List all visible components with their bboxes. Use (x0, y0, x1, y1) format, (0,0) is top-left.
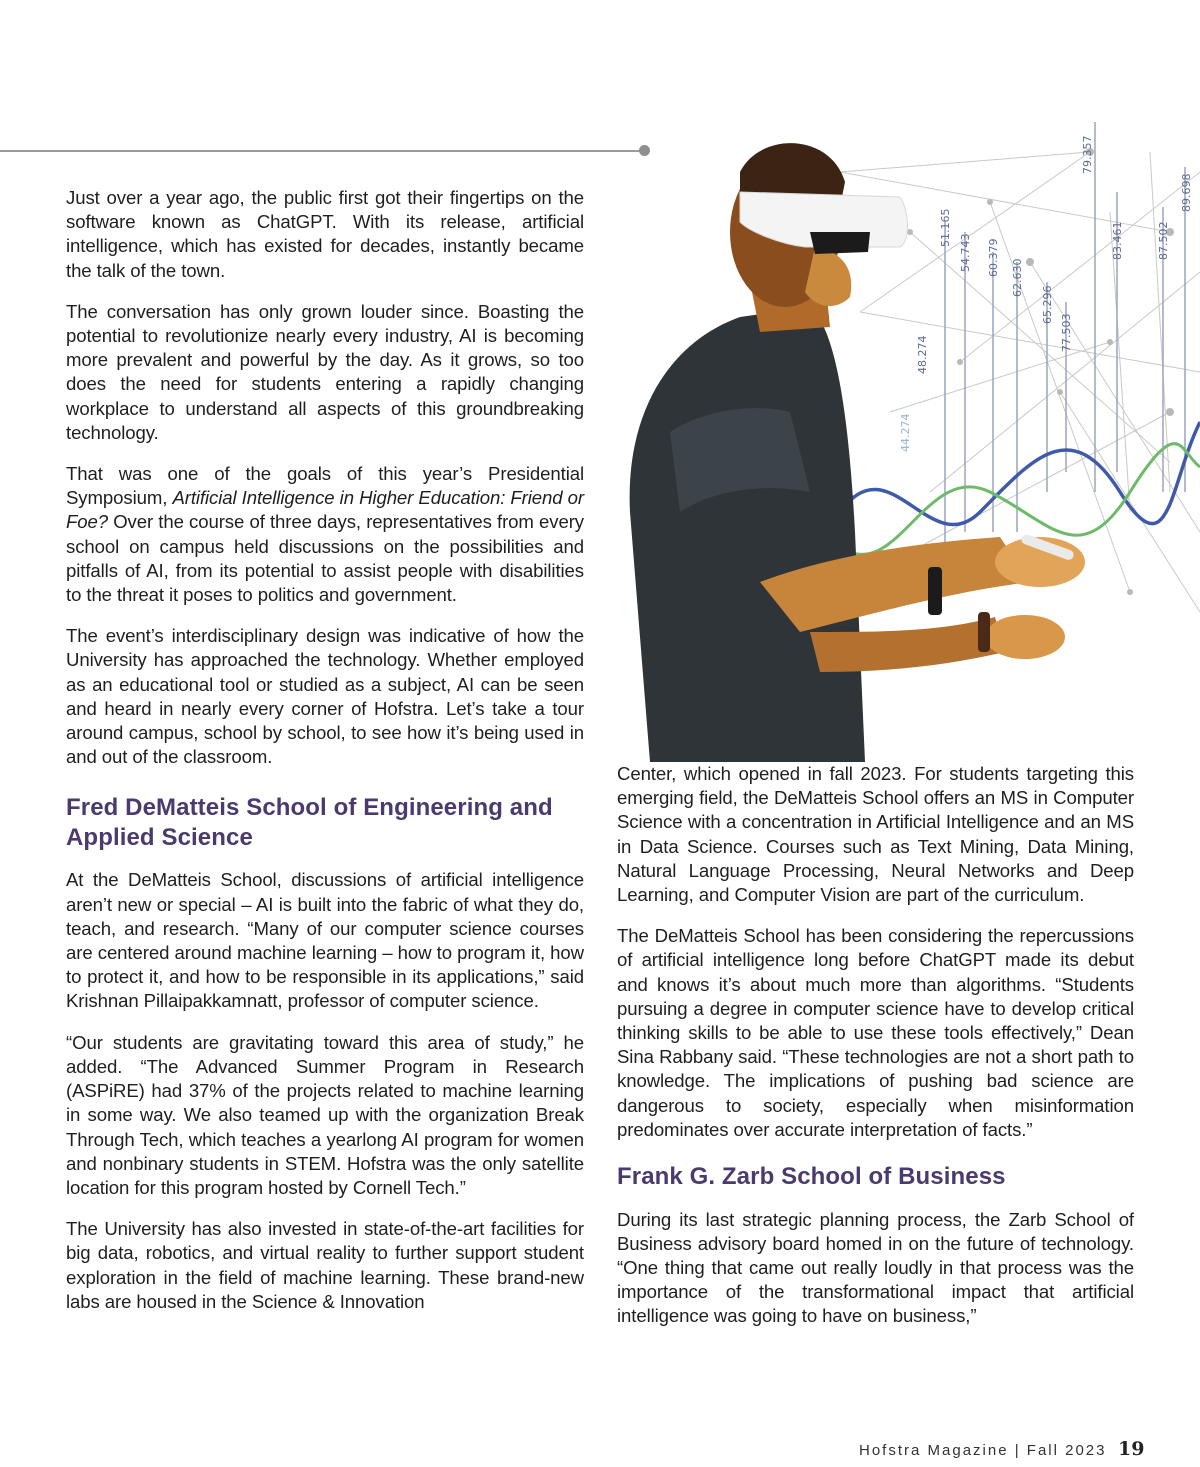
number-label: 89.698 (1180, 173, 1193, 212)
paragraph-6: “Our students are gravitating toward this area of study,” he added. “The Advanced Summer Program in Research (ASPiRE) had 37% of the projects related to machine learning in some way. We also teamed up with the organization Break Through Tech, which teaches a yearlong AI program for women and nonbinary students in STEM. Hofstra was the only satellite location for this program hosted by Cornell Tech.” (66, 1031, 584, 1198)
number-label: 77.503 (1060, 313, 1073, 352)
left-column (66, 186, 584, 1331)
watch-icon (928, 567, 942, 615)
footer-page-number: 19 (1118, 1438, 1145, 1460)
footer-publication: Hofstra Magazine | Fall 2023 (859, 1442, 1107, 1459)
number-label: 65.296 (1041, 285, 1054, 324)
number-label: 87.502 (1157, 221, 1170, 260)
vr-headset-illustration (610, 112, 1200, 762)
paragraph-3-end: Over the course of three days, representatives from every school on campus held discussions on the possibilities and pitfalls of AI, from its potential to assist people with disabilities to the threat it poses to politics and government. (66, 511, 584, 606)
symposium-title: Artificial Intelligence in Higher Education: Friend or Foe? (66, 487, 584, 533)
number-labels (815, 136, 1193, 453)
paragraph-3 (66, 462, 584, 607)
number-label: 83.461 (1111, 221, 1124, 260)
paragraph-4: The event’s interdisciplinary design was indicative of how the University has approached the technology. Whether employed as an educational tool or studied as a subject, AI can be seen and heard in nearly every corner of Hofstra. Let’s take a tour around campus, school by school, to see how it’s being used in and out of the classroom. (66, 625, 584, 768)
bracelet-icon (978, 612, 990, 652)
paragraph-2: The conversation has only grown louder since. Boasting the potential to revolutionize nearly every industry, AI is becoming more prevalent and powerful by the day. As it grows, so too does the need for students entering a rapidly changing workplace to understand all aspects of this groundbreaking technology. (66, 300, 584, 443)
number-label: 51.165 (939, 208, 952, 247)
number-label: 79.357 (1081, 135, 1094, 174)
number-label: 60.379 (987, 238, 1000, 277)
number-label: 44.274 (899, 413, 912, 452)
number-label: 62.630 (1011, 258, 1024, 297)
paragraph-5: At the DeMatteis School, discussions of artificial intelligence aren’t new or special – AI is built into the fabric of what they do, teach, and research. “Many of our computer science courses are centered around machine learning – how to program it, how to protect it, and how to be responsible in its applications,” said Krishnan Pillaipakkamnatt, professor of computer science. (66, 869, 584, 1012)
paragraph-8: Center, which opened in fall 2023. For students targeting this emerging field, the DeMatteis School offers an MS in Computer Science with a concentration in Artificial Intelligence and an MS in Data Science. Courses such as Text Mining, Data Mining, Natural Language Processing, Neural Networks and Deep Learning, and Computer Vision are part of the curriculum. (617, 763, 1134, 906)
right-column (617, 762, 1134, 1346)
section-heading-engineering: Fred DeMatteis School of Engineering and Applied Science (66, 794, 553, 851)
paragraph-10: During its last strategic planning process, the Zarb School of Business advisory board homed in on the future of technology. “One thing that came out really loudly in that process was the importance of the transformational impact that artificial intelligence was going to have on business,” (617, 1208, 1134, 1327)
paragraph-3-start: That was one of the goals of this year’s Presidential Symposium, (66, 463, 584, 509)
paragraph-9: The DeMatteis School has been considering the repercussions of artificial intelligence long before ChatGPT made its debut and knows it’s about much more than algorithms. “Students pursuing a degree in computer science have to develop critical thinking skills to be able to use these tools effectively,” Dean Sina Rabbany said. “These technologies are not a short path to knowledge. The implications of pushing bad science are dangerous to society, especially when misinformation predominates over accurate interpretation of facts.” (617, 925, 1134, 1140)
number-label: 48.274 (916, 335, 929, 374)
paragraph-7: The University has also invested in state-of-the-art facilities for big data, robotics, and virtual reality to further support student exploration in the field of machine learning. These brand-new labs are housed in the Science & Innovation (66, 1218, 584, 1312)
header-rule (0, 150, 644, 152)
number-label: 54.743 (959, 233, 972, 272)
section-heading-business: Frank G. Zarb School of Business (617, 1163, 1006, 1191)
intro-paragraph: Just over a year ago, the public first got their fingertips on the software known as ChatGPT. With its release, artificial intelligence, which has existed for decades, instantly became the talk of the town. (66, 187, 584, 281)
